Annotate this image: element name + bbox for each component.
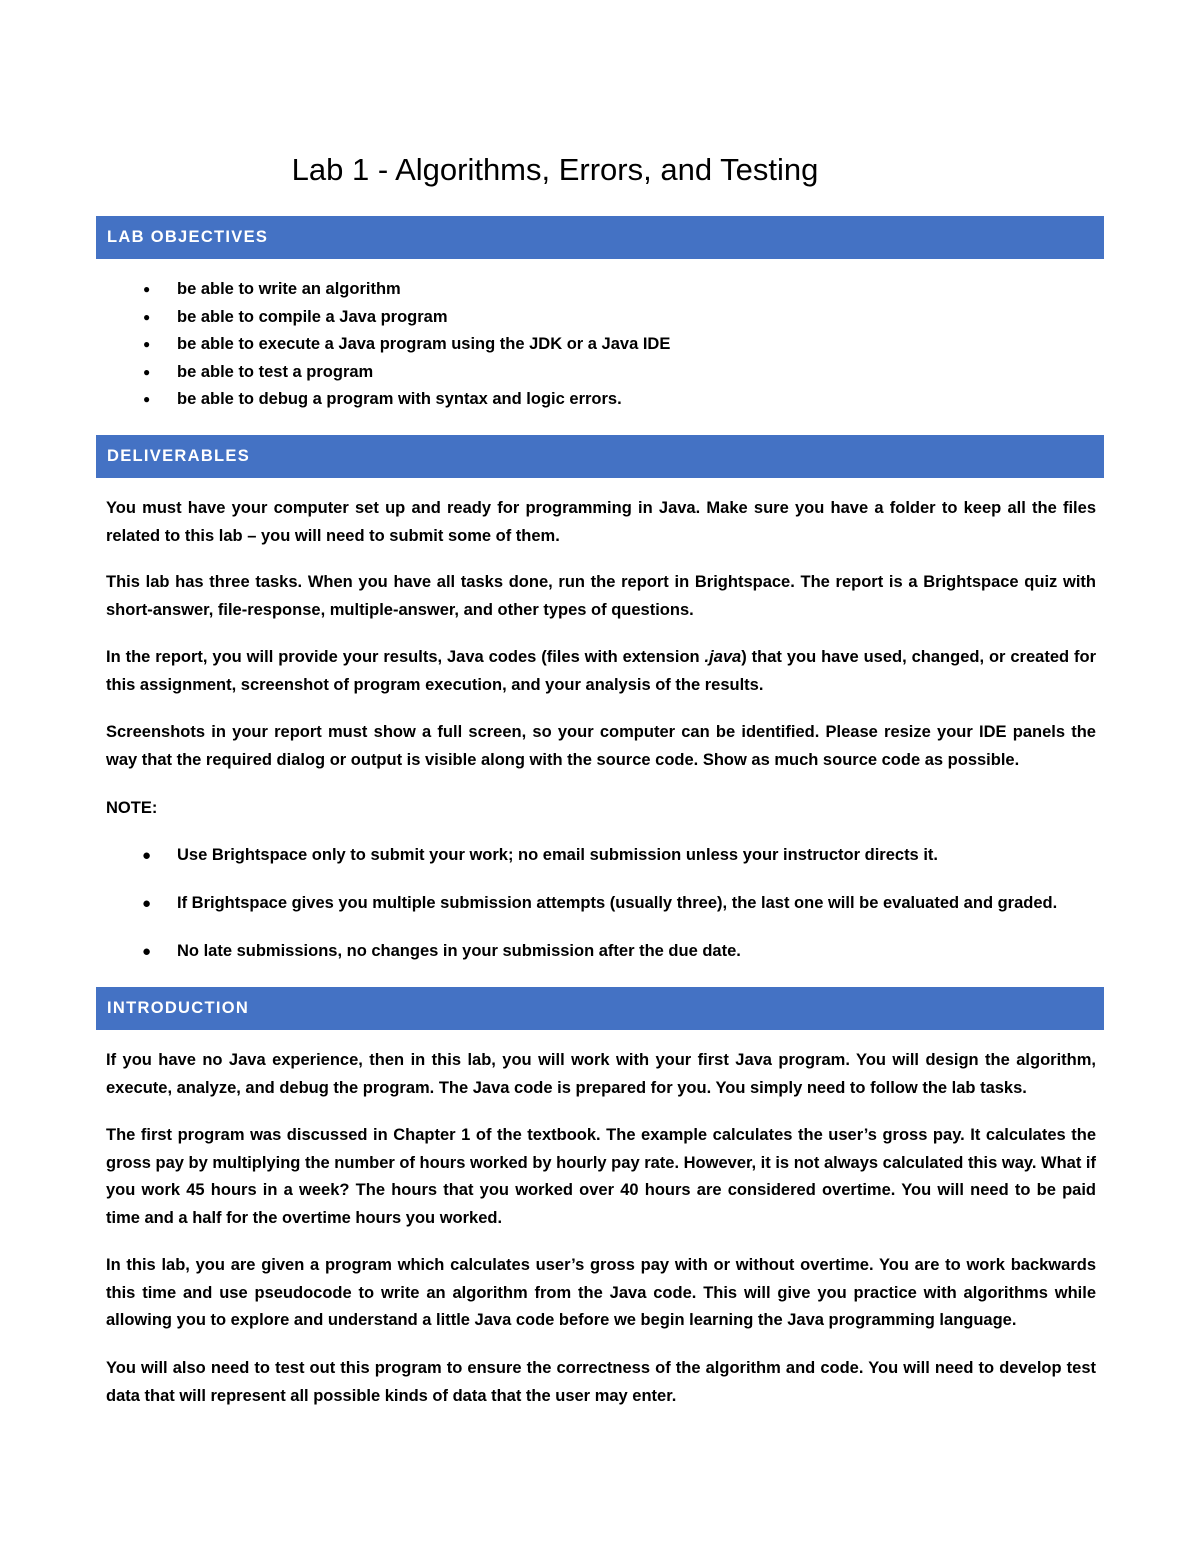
objectives-list [130,276,670,414]
list-item-text: be able to execute a Java program using the JDK or a Java IDE [177,335,671,353]
note-label: NOTE: [106,799,158,817]
bullet-icon: ● [142,943,152,960]
list-item-text: If Brightspace gives you multiple submission attempts (usually three), the last one will be evaluated and graded. [177,894,1058,912]
list-item-text: be able to compile a Java program [177,307,448,326]
list-item [130,938,1057,986]
bullet-icon: ● [143,364,151,379]
bullet-icon: ● [143,282,151,296]
report-text-start: In the report, you will provide your results, Java codes (files with extension [106,648,705,666]
introduction-paragraph-4: You will also need to test out this program to ensure the correctness of the algorithm and code. You will need to develop test data that will represent all possible kinds of data that the user may enter. [106,1359,1096,1405]
list-item [130,276,670,304]
section-header-lab-objectives: LAB OBJECTIVES [96,216,1104,259]
deliverables-paragraph-tasks: This lab has three tasks. When you have all tasks done, run the report in Brightspace. The report is a Brightspace quiz with short-answer, file-response, multiple-answer, and other types of questions. [106,573,1096,619]
list-item [130,359,670,387]
introduction-paragraph-2: The first program was discussed in Chapter 1 of the textbook. The example calculates the user’s gross pay. It calculates the gross pay by multiplying the number of hours worked by hourly pay rate. However, it is not always calculated this way. What if you work 45 hours in a week? The hours that you worked over 40 hours are considered overtime. You will need to be paid time and a half for the overtime hours you worked. [106,1126,1096,1227]
deliverables-paragraph-setup: You must have your computer set up and ready for programming in Java. Make sure you have a folder to keep all the files related to this lab – you will need to submit some of them. [106,499,1096,545]
introduction-paragraph-1: If you have no Java experience, then in this lab, you will work with your first Java program. You will design the algorithm, execute, analyze, and debug the program. The Java code is prepared for you. You simply need to follow the lab tasks. [106,1051,1096,1097]
list-item [130,890,1057,938]
section-header-deliverables: DELIVERABLES [96,435,1104,478]
bullet-icon: ● [142,847,152,864]
document-title: Lab 1 - Algorithms, Errors, and Testing [291,152,819,187]
list-item-text: be able to test a program [177,362,374,381]
bullet-icon: ● [142,895,152,912]
report-text-end: ) that you have used, changed, or created for this assignment, screenshot of program execution, and your analysis of the results. [106,648,1097,694]
section-header-introduction: INTRODUCTION [96,987,1104,1030]
bullet-icon: ● [143,337,151,351]
introduction-paragraph-3: In this lab, you are given a program which calculates user’s gross pay with or without overtime. You are to work backwards this time and use pseudocode to write an algorithm from the Java code. This will give you practice with algorithms while allowing you to explore and understand a little Java code before we begin learning the Java programming language. [106,1256,1096,1329]
notes-list [130,842,1057,986]
list-item [130,304,670,332]
list-item [130,331,670,359]
list-item-text: No late submissions, no changes in your submission after the due date. [177,942,741,960]
list-item [130,842,1057,890]
list-item-text: be able to write an algorithm [177,280,401,298]
deliverables-paragraph-report [106,644,1096,699]
java-extension: .java [704,648,742,666]
list-item [130,386,670,414]
bullet-icon: ● [143,392,151,406]
deliverables-paragraph-screenshots: Screenshots in your report must show a full screen, so your computer can be identified. Please resize your IDE panels the way that the required dialog or output is visible along with the source code. Show as much source code as possible. [106,723,1096,769]
list-item-text: be able to debug a program with syntax and logic errors. [177,390,622,408]
bullet-icon: ● [143,309,151,324]
list-item-text: Use Brightspace only to submit your work; no email submission unless your instructor directs it. [177,846,938,864]
